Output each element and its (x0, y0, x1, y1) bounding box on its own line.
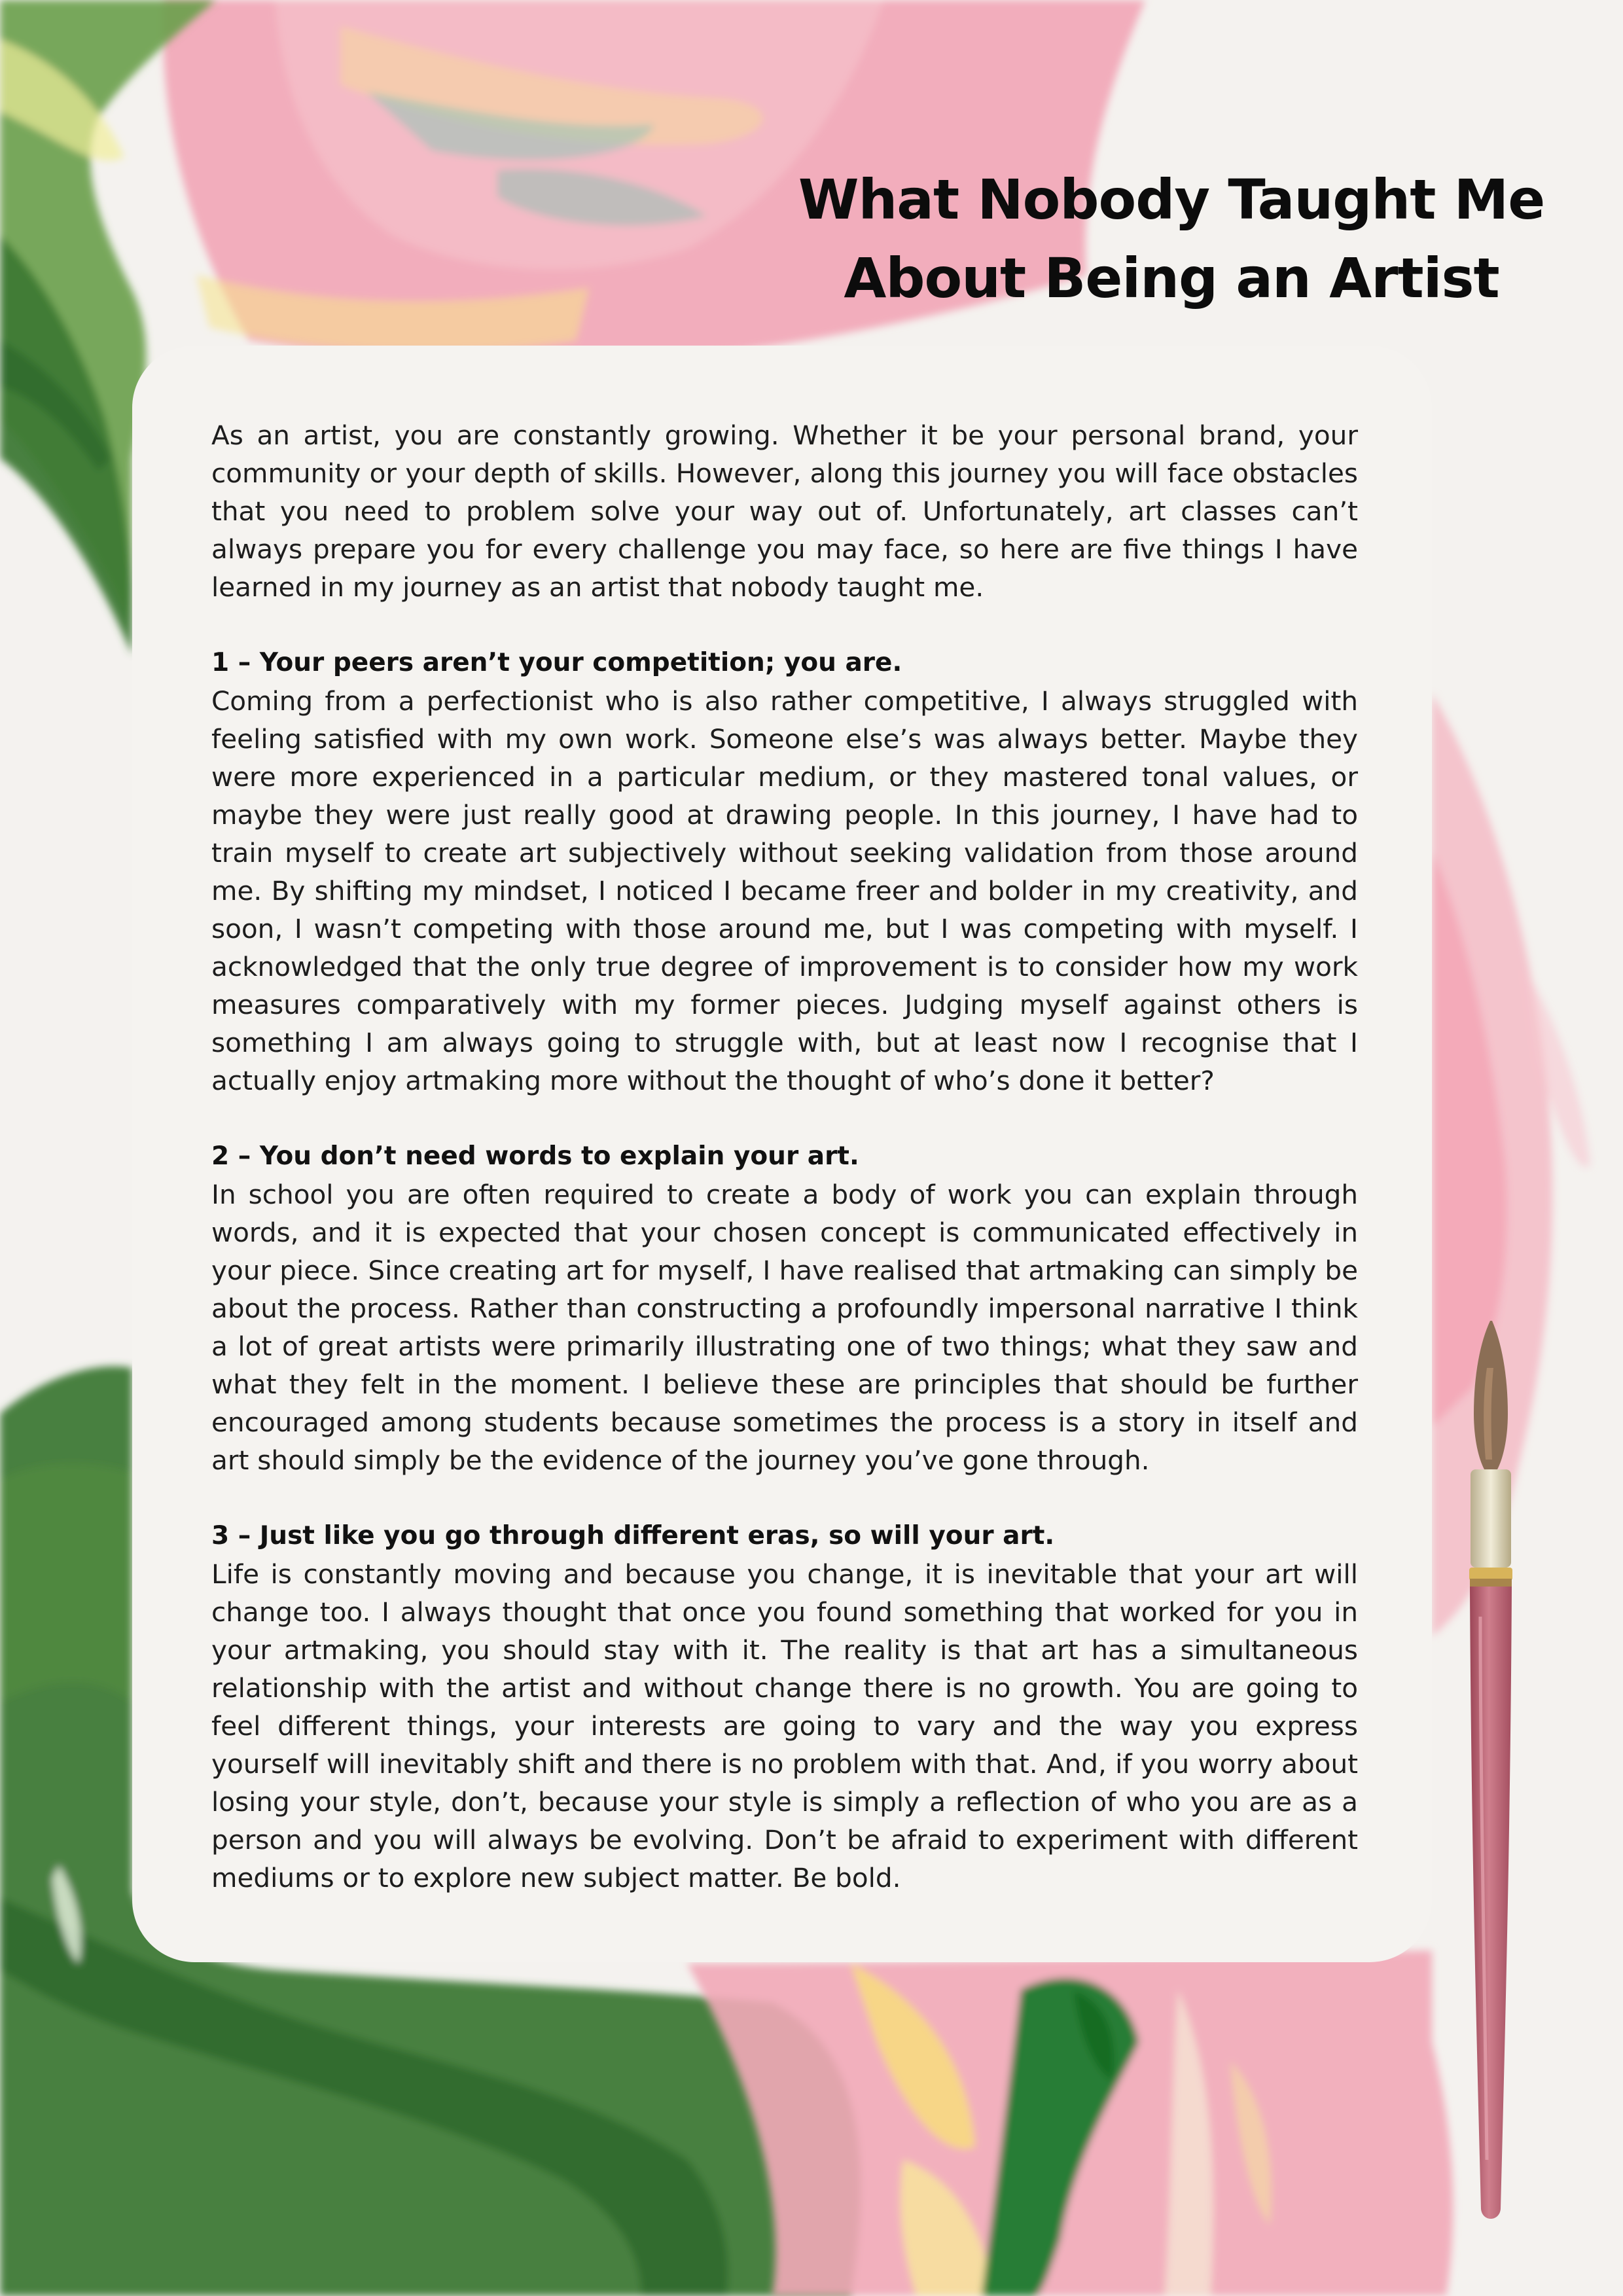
section-body: In school you are often required to create a body of work you can explain through words, and it is expected that your chosen concept is communicated effectively in your piece. Since creating art for myself, I have realised that artmaking can simply be about the process. Rather than constructing a profoundly impersonal narrative I think a lot of great artists were primarily illustrating one of two things; what they saw and what they felt in the moment. I believe these are principles that should be further encouraged among students because sometimes the process is a story in itself and art should simply be the evidence of the journey you’ve gone through. (211, 1179, 1358, 1476)
section-3 (211, 1517, 1358, 1897)
section-heading: 3 – Just like you go through different eras, so will your art. (211, 1521, 1055, 1551)
intro-paragraph: As an artist, you are constantly growing. Whether it be your personal brand, your community or your depth of skills. However, along this journey you will face obstacles that you need to problem solve your way out of. Unfortunately, art classes can’t always prepare you for every challenge you may face, so here are five things I have learned in my journey as an artist that nobody taught me. (211, 420, 1358, 603)
section-body: Life is constantly moving and because you change, it is inevitable that your art will change too. I always thought that once you found something that worked for you in your artmaking, you should stay with it. The reality is that art has a simultaneous relationship with the artist and without change there is no growth. You are going to feel different things, your interests are going to vary and the way you express yourself will inevitably shift and there is no problem with that. And, if you worry about losing your style, don’t, because your style is simply a reflection of who you are as a person and you will always be evolving. Don’t be afraid to experiment with different mediums or to explore new subject matter. Be bold. (211, 1558, 1358, 1893)
page-title-line-1: What Nobody Taught Me (798, 168, 1545, 232)
page-title-line-2: About Being an Artist (844, 246, 1499, 310)
page-title (772, 160, 1571, 317)
pink-paint-stroke-bottom (687, 1950, 1453, 2296)
section-1 (211, 644, 1358, 1100)
article-card (132, 346, 1432, 1962)
section-2 (211, 1138, 1358, 1479)
section-heading: 2 – You don’t need words to explain your art. (211, 1141, 859, 1171)
section-body: Coming from a perfectionist who is also rather competitive, I always struggled with feeling satisfied with my own work. Someone else’s was always better. Maybe they were more experienced in a particular medium, or they mastered tonal values, or maybe they were just really good at drawing people. In this journey, I have had to train myself to create art subjectively without seeking validation from those around me. By shifting my mindset, I noticed I became freer and bolder in my creativity, and soon, I wasn’t competing with those around me, but I was competing with myself. I acknowledged that the only true degree of improvement is to consider how my work measures comparatively with my former pieces. Judging myself against others is something I am always going to struggle with, but at least now I recognise that I actually enjoy artmaking more without the thought of who’s done it better? (211, 685, 1358, 1096)
section-heading: 1 – Your peers aren’t your competition; you are. (211, 648, 902, 677)
